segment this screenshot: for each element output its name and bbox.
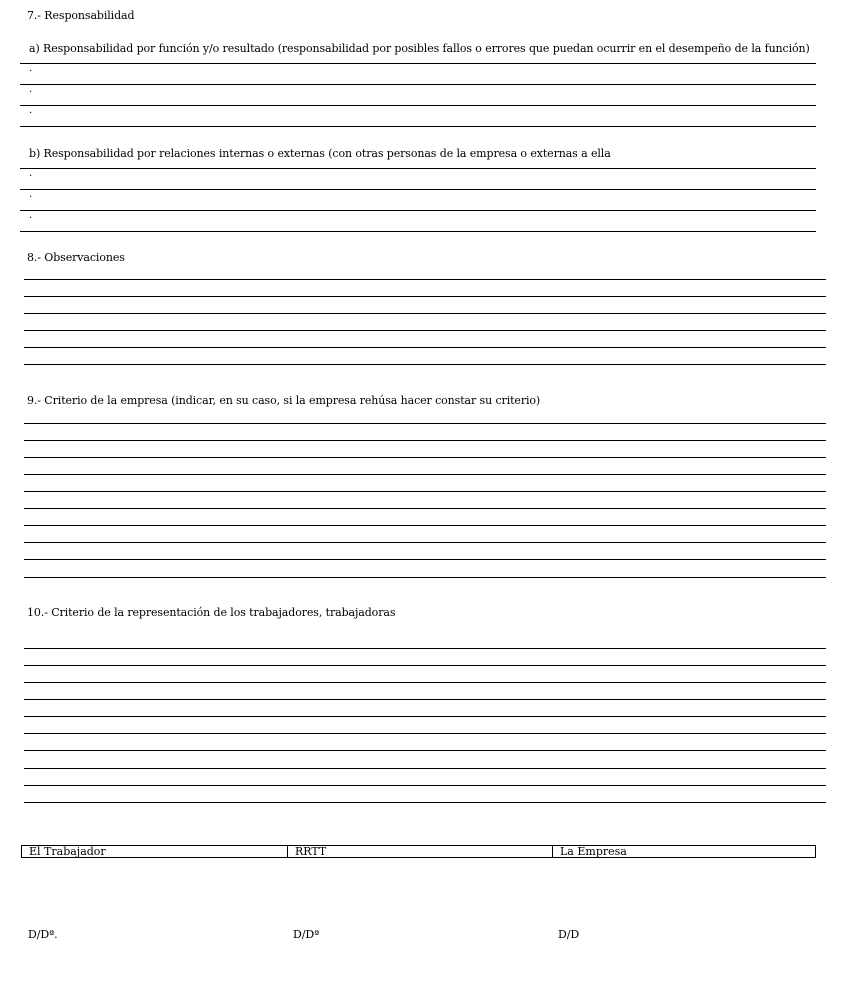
signature-name-rrtt: D/Dª (293, 928, 320, 941)
section-8-title: 8.- Observaciones (27, 251, 125, 264)
observaciones-line[interactable] (24, 364, 826, 365)
signature-header-empresa: La Empresa (552, 846, 815, 857)
criterio-empresa-line[interactable] (24, 542, 826, 543)
observaciones-line[interactable] (24, 313, 826, 314)
section-7b-bullet: · (29, 171, 33, 182)
observaciones-line[interactable] (24, 296, 826, 297)
section-9-title: 9.- Criterio de la empresa (indicar, en su caso, si la empresa rehúsa hacer constar su criterio) (27, 394, 541, 407)
criterio-rrtt-line[interactable] (24, 648, 826, 649)
section-7b-label: b) Responsabilidad por relaciones internas o externas (con otras personas de la empresa o externas a ella (29, 147, 611, 160)
criterio-rrtt-line[interactable] (24, 802, 826, 803)
criterio-empresa-line[interactable] (24, 423, 826, 424)
criterio-empresa-line[interactable] (24, 559, 826, 560)
observaciones-line[interactable] (24, 347, 826, 348)
criterio-rrtt-line[interactable] (24, 750, 826, 751)
section-7b-answer-line[interactable] (20, 210, 816, 211)
criterio-rrtt-line[interactable] (24, 699, 826, 700)
section-7a-label: a) Responsabilidad por función y/o resultado (responsabilidad por posibles fallos o errores que puedan ocurrir en el desempeño de la función) (29, 42, 810, 55)
section-10-title: 10.- Criterio de la representación de los trabajadores, trabajadoras (27, 606, 396, 619)
observaciones-line[interactable] (24, 330, 826, 331)
criterio-rrtt-line[interactable] (24, 716, 826, 717)
section-7a-answer-line[interactable] (20, 84, 816, 85)
criterio-empresa-line[interactable] (24, 525, 826, 526)
section-7a-answer-line[interactable] (20, 105, 816, 106)
criterio-empresa-line[interactable] (24, 474, 826, 475)
section-7b-top-rule (20, 168, 816, 169)
signature-name-trabajador: D/Dª. (28, 928, 58, 941)
signature-header-trabajador: El Trabajador (29, 845, 106, 858)
section-7b-bullet: · (29, 213, 33, 224)
observaciones-line[interactable] (24, 279, 826, 280)
criterio-empresa-line[interactable] (24, 491, 826, 492)
criterio-rrtt-line[interactable] (24, 768, 826, 769)
section-7a-bullet: · (29, 108, 33, 119)
criterio-empresa-line[interactable] (24, 457, 826, 458)
criterio-empresa-line[interactable] (24, 577, 826, 578)
section-7b-bullet: · (29, 192, 33, 203)
section-7a-answer-line[interactable] (20, 126, 816, 127)
section-7-title: 7.- Responsabilidad (27, 9, 135, 22)
signature-name-empresa: D/D (558, 928, 580, 941)
criterio-rrtt-line[interactable] (24, 682, 826, 683)
criterio-rrtt-line[interactable] (24, 733, 826, 734)
signature-header-rrtt: RRTT (287, 846, 552, 857)
section-7b-answer-line[interactable] (20, 189, 816, 190)
criterio-empresa-line[interactable] (24, 508, 826, 509)
section-7a-top-rule (20, 63, 816, 64)
section-7a-bullet: · (29, 66, 33, 77)
criterio-empresa-line[interactable] (24, 440, 826, 441)
signature-table (21, 845, 816, 858)
section-7a-bullet: · (29, 87, 33, 98)
criterio-rrtt-line[interactable] (24, 785, 826, 786)
section-7b-answer-line[interactable] (20, 231, 816, 232)
criterio-rrtt-line[interactable] (24, 665, 826, 666)
